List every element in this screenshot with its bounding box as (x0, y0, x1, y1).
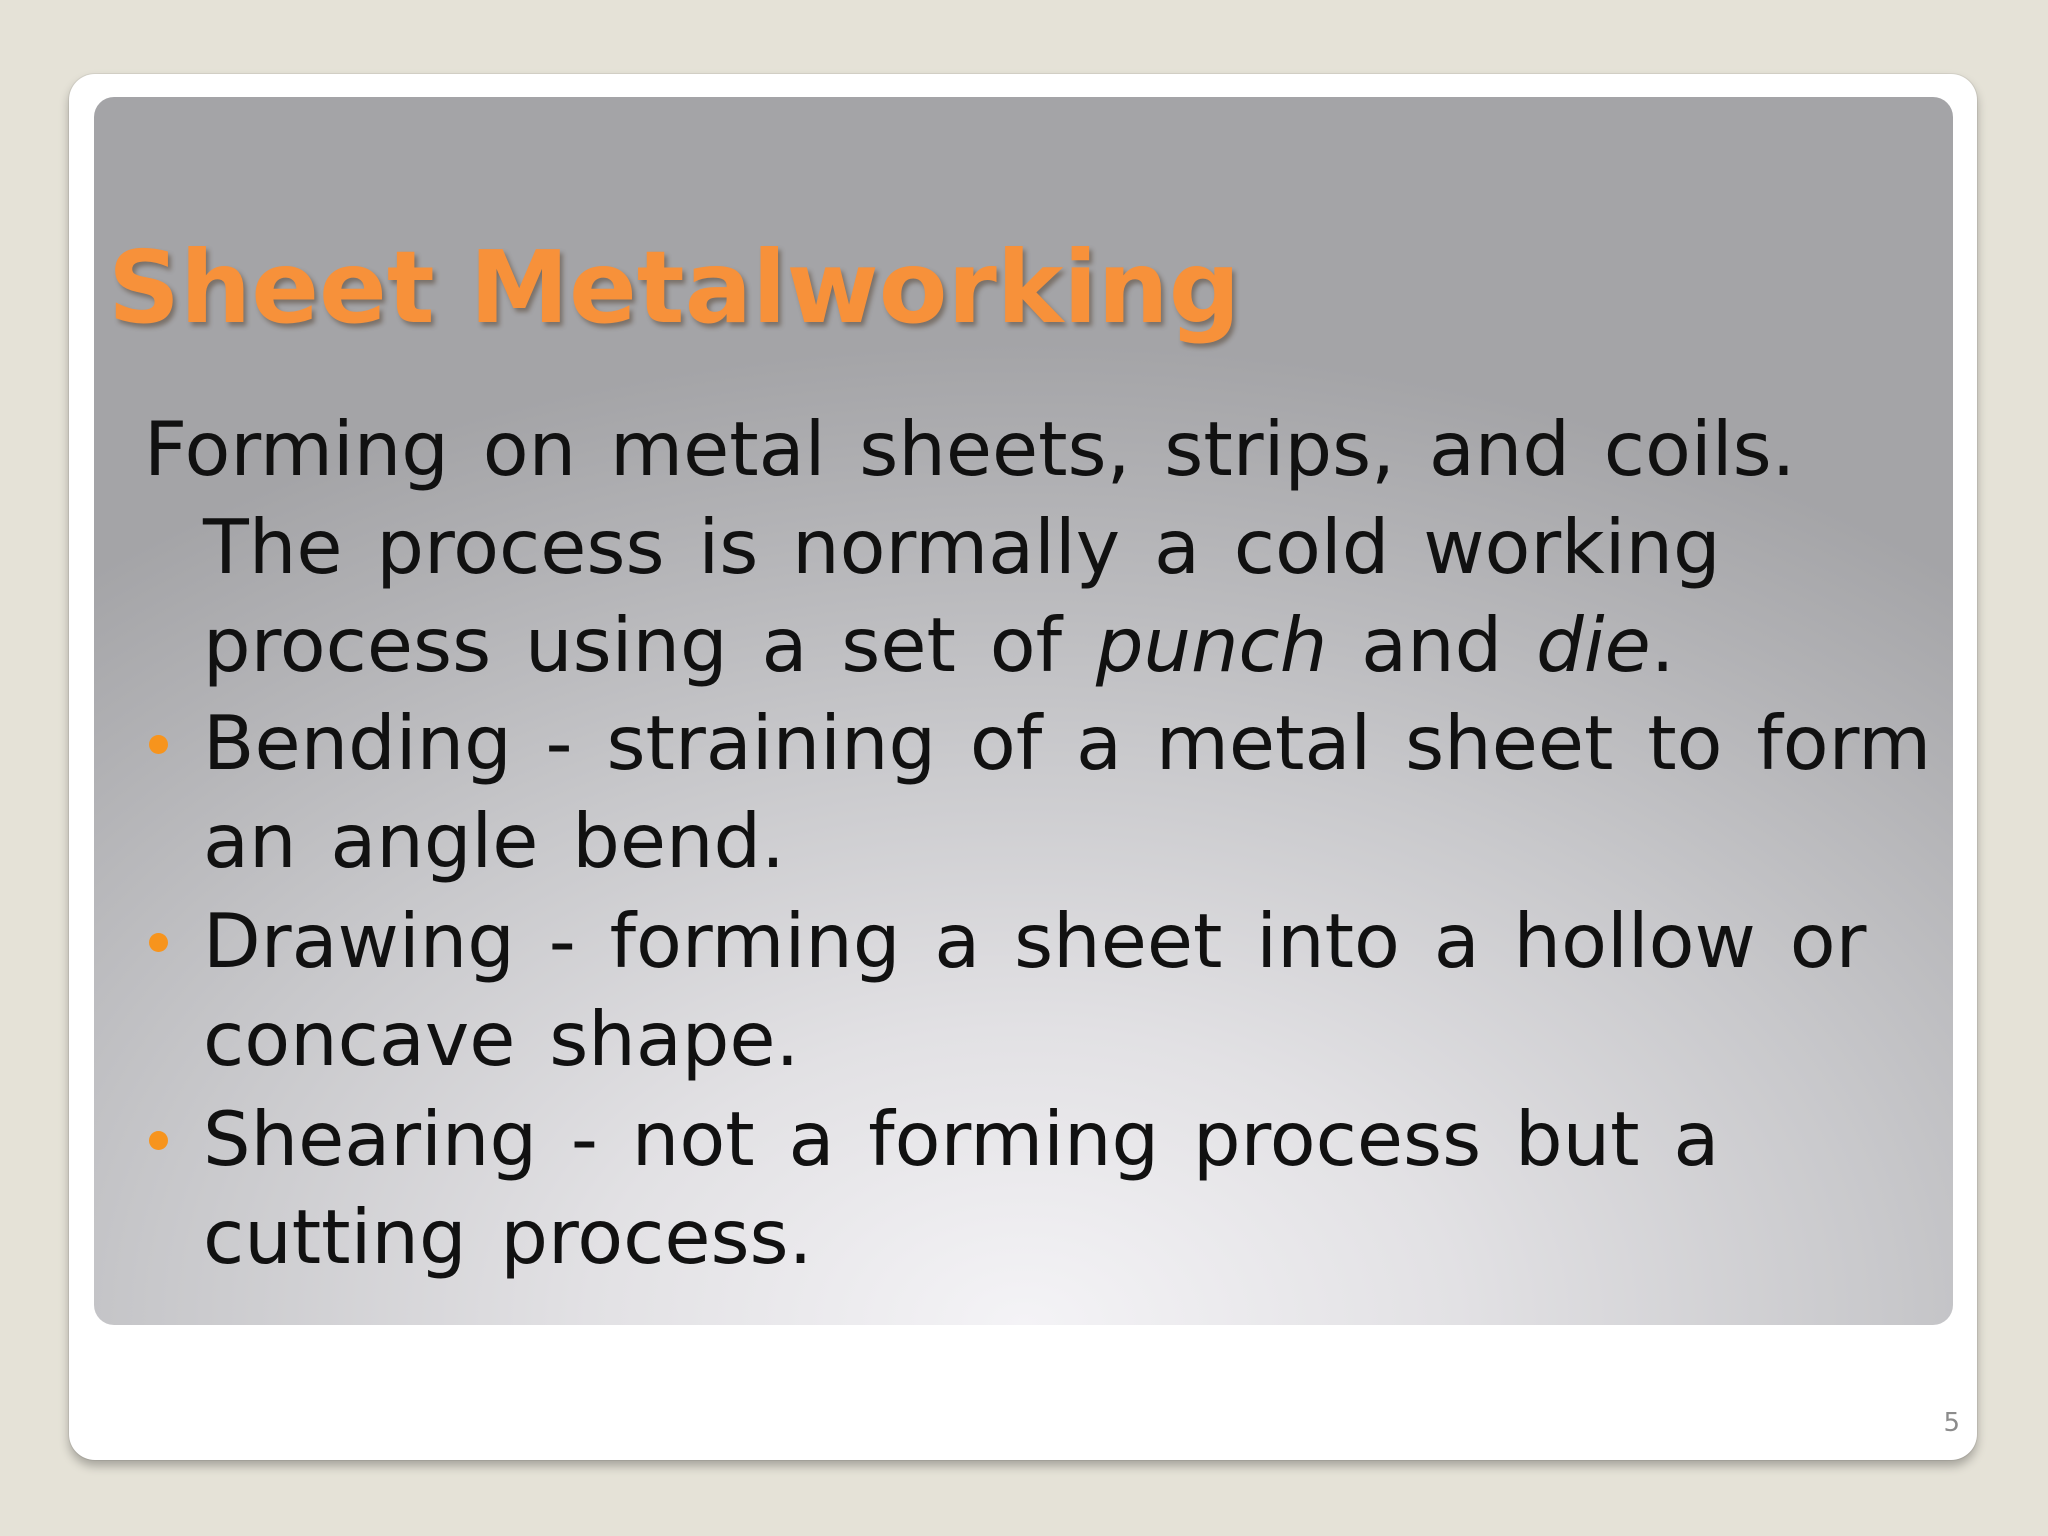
intro-text-part2: and (1327, 601, 1537, 689)
bullet-text: Shearing - not a forming process but a cutting process. (203, 1095, 1720, 1281)
bullet-item-shearing (144, 1090, 1934, 1286)
bullet-item-bending (144, 694, 1934, 890)
punch-term: punch (1095, 601, 1328, 689)
intro-paragraph (144, 400, 1934, 694)
bullet-dot-icon (149, 1131, 168, 1150)
slide-page-number: 5 (1943, 1408, 1960, 1438)
bullet-text: Drawing - forming a sheet into a hollow or concave shape. (203, 897, 1867, 1083)
slide-body (144, 400, 1934, 1288)
bullet-item-drawing (144, 892, 1934, 1088)
intro-text-part1: Forming on metal sheets, strips, and coils. The process is normally a cold working process using a set of (144, 405, 1796, 689)
bullet-dot-icon (149, 933, 168, 952)
intro-text-part3: . (1650, 601, 1675, 689)
die-term: die (1536, 601, 1651, 689)
bullet-dot-icon (149, 735, 168, 754)
bullet-list (144, 694, 1934, 1286)
bullet-text: Bending - straining of a metal sheet to form an angle bend. (203, 699, 1932, 885)
slide-title: Sheet Metalworking (108, 229, 1241, 346)
